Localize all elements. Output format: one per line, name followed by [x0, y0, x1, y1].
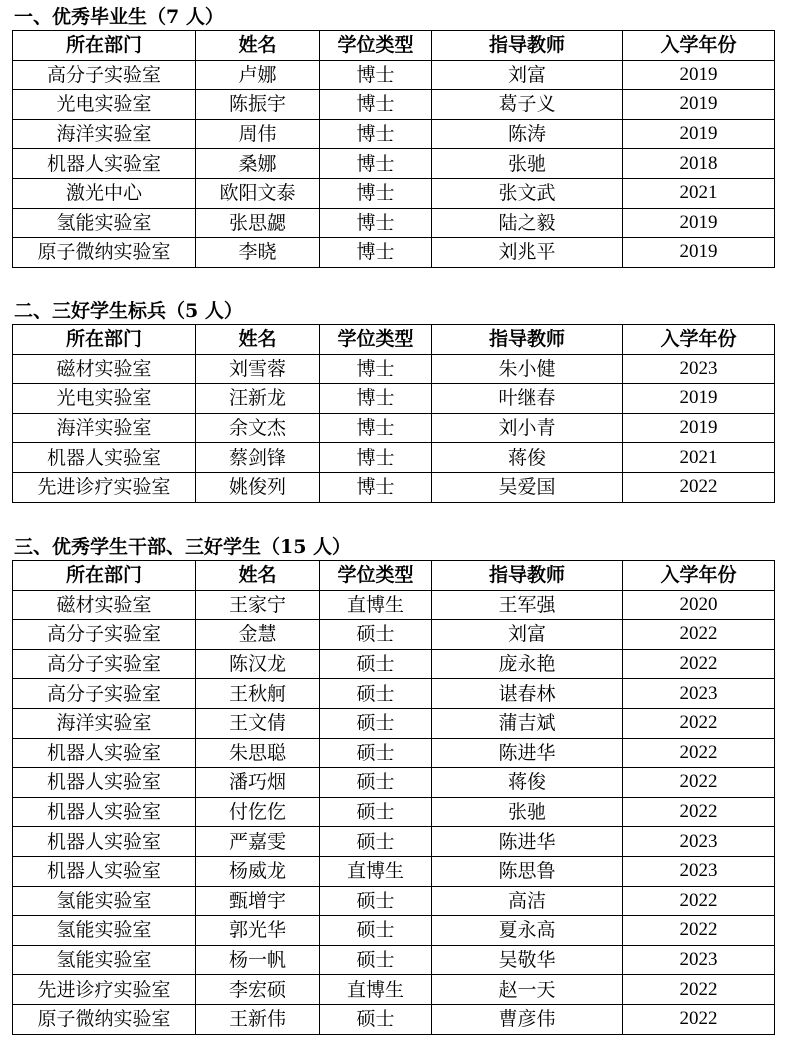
degree-cell: 博士 [320, 90, 432, 120]
advisor-cell: 陈进华 [432, 827, 623, 857]
header-degree: 学位类型 [320, 31, 432, 61]
table-row [13, 649, 775, 679]
table-row [13, 886, 775, 916]
department-cell: 氢能实验室 [13, 886, 196, 916]
department-cell: 氢能实验室 [13, 945, 196, 975]
table-row [13, 149, 775, 179]
degree-cell: 博士 [320, 413, 432, 443]
section-cadres-and-merit-students [12, 534, 774, 1035]
year-cell: 2022 [623, 649, 775, 679]
department-cell: 原子微纳实验室 [13, 238, 196, 268]
name-cell: 张思勰 [196, 208, 320, 238]
department-cell: 原子微纳实验室 [13, 1004, 196, 1034]
name-cell: 余文杰 [196, 413, 320, 443]
name-cell: 付仡仡 [196, 797, 320, 827]
section-title: 二、三好学生标兵（5 人） [14, 300, 243, 322]
degree-cell: 硕士 [320, 886, 432, 916]
table-row [13, 60, 775, 90]
table-row [13, 945, 775, 975]
year-cell: 2023 [623, 856, 775, 886]
advisor-cell: 张文武 [432, 178, 623, 208]
degree-cell: 硕士 [320, 1004, 432, 1034]
section-model-students [12, 298, 774, 503]
department-cell: 高分子实验室 [13, 679, 196, 709]
name-cell: 杨威龙 [196, 856, 320, 886]
year-cell: 2023 [623, 827, 775, 857]
table-row [13, 472, 775, 502]
year-cell: 2019 [623, 90, 775, 120]
name-cell: 王文倩 [196, 708, 320, 738]
header-advisor: 指导教师 [432, 561, 623, 591]
year-cell: 2019 [623, 119, 775, 149]
department-cell: 磁材实验室 [13, 354, 196, 384]
name-cell: 王新伟 [196, 1004, 320, 1034]
student-table [12, 560, 775, 1035]
department-cell: 先进诊疗实验室 [13, 975, 196, 1005]
table-row [13, 738, 775, 768]
degree-cell: 博士 [320, 238, 432, 268]
department-cell: 激光中心 [13, 178, 196, 208]
advisor-cell: 陈进华 [432, 738, 623, 768]
name-cell: 王家宁 [196, 590, 320, 620]
advisor-cell: 刘富 [432, 620, 623, 650]
degree-cell: 硕士 [320, 649, 432, 679]
degree-cell: 直博生 [320, 590, 432, 620]
name-cell: 李晓 [196, 238, 320, 268]
table-row [13, 827, 775, 857]
degree-cell: 直博生 [320, 975, 432, 1005]
advisor-cell: 王军强 [432, 590, 623, 620]
name-cell: 卢娜 [196, 60, 320, 90]
degree-cell: 博士 [320, 60, 432, 90]
department-cell: 机器人实验室 [13, 856, 196, 886]
year-cell: 2022 [623, 738, 775, 768]
advisor-cell: 叶继春 [432, 384, 623, 414]
degree-cell: 硕士 [320, 916, 432, 946]
advisor-cell: 吴爱国 [432, 472, 623, 502]
name-cell: 欧阳文泰 [196, 178, 320, 208]
table-row [13, 975, 775, 1005]
header-year: 入学年份 [623, 561, 775, 591]
degree-cell: 博士 [320, 119, 432, 149]
header-advisor: 指导教师 [432, 325, 623, 355]
degree-cell: 硕士 [320, 827, 432, 857]
advisor-cell: 葛子义 [432, 90, 623, 120]
advisor-cell: 刘富 [432, 60, 623, 90]
department-cell: 机器人实验室 [13, 768, 196, 798]
name-cell: 杨一帆 [196, 945, 320, 975]
table-row [13, 238, 775, 268]
year-cell: 2019 [623, 60, 775, 90]
table-row [13, 620, 775, 650]
header-department: 所在部门 [13, 561, 196, 591]
student-table [12, 30, 775, 268]
table-row [13, 119, 775, 149]
name-cell: 姚俊列 [196, 472, 320, 502]
degree-cell: 硕士 [320, 797, 432, 827]
advisor-cell: 夏永高 [432, 916, 623, 946]
table-row [13, 208, 775, 238]
table-row [13, 1004, 775, 1034]
header-row [13, 325, 775, 355]
advisor-cell: 吴敬华 [432, 945, 623, 975]
name-cell: 潘巧烟 [196, 768, 320, 798]
department-cell: 机器人实验室 [13, 149, 196, 179]
department-cell: 高分子实验室 [13, 60, 196, 90]
department-cell: 机器人实验室 [13, 443, 196, 473]
year-cell: 2022 [623, 886, 775, 916]
degree-cell: 硕士 [320, 738, 432, 768]
advisor-cell: 赵一天 [432, 975, 623, 1005]
department-cell: 高分子实验室 [13, 649, 196, 679]
name-cell: 王秋舸 [196, 679, 320, 709]
advisor-cell: 蒲吉斌 [432, 708, 623, 738]
table-row [13, 916, 775, 946]
year-cell: 2018 [623, 149, 775, 179]
advisor-cell: 陈思鲁 [432, 856, 623, 886]
name-cell: 甄增宇 [196, 886, 320, 916]
department-cell: 海洋实验室 [13, 119, 196, 149]
name-cell: 周伟 [196, 119, 320, 149]
header-advisor: 指导教师 [432, 31, 623, 61]
advisor-cell: 庞永艳 [432, 649, 623, 679]
name-cell: 陈振宇 [196, 90, 320, 120]
year-cell: 2023 [623, 679, 775, 709]
advisor-cell: 张驰 [432, 797, 623, 827]
advisor-cell: 曹彦伟 [432, 1004, 623, 1034]
header-name: 姓名 [196, 31, 320, 61]
advisor-cell: 高洁 [432, 886, 623, 916]
degree-cell: 博士 [320, 443, 432, 473]
table-row [13, 354, 775, 384]
year-cell: 2022 [623, 768, 775, 798]
department-cell: 氢能实验室 [13, 916, 196, 946]
table-row [13, 384, 775, 414]
year-cell: 2019 [623, 384, 775, 414]
department-cell: 光电实验室 [13, 90, 196, 120]
section-outstanding-graduates [12, 4, 774, 268]
advisor-cell: 蒋俊 [432, 768, 623, 798]
degree-cell: 硕士 [320, 945, 432, 975]
name-cell: 汪新龙 [196, 384, 320, 414]
advisor-cell: 朱小健 [432, 354, 623, 384]
header-year: 入学年份 [623, 325, 775, 355]
header-row [13, 31, 775, 61]
year-cell: 2023 [623, 945, 775, 975]
advisor-cell: 刘小青 [432, 413, 623, 443]
department-cell: 机器人实验室 [13, 738, 196, 768]
year-cell: 2022 [623, 797, 775, 827]
department-cell: 机器人实验室 [13, 827, 196, 857]
department-cell: 磁材实验室 [13, 590, 196, 620]
department-cell: 海洋实验室 [13, 708, 196, 738]
section-title: 一、优秀毕业生（7 人） [14, 6, 224, 28]
year-cell: 2019 [623, 238, 775, 268]
degree-cell: 博士 [320, 178, 432, 208]
degree-cell: 博士 [320, 149, 432, 179]
name-cell: 蔡剑锋 [196, 443, 320, 473]
year-cell: 2019 [623, 208, 775, 238]
name-cell: 朱思聪 [196, 738, 320, 768]
department-cell: 海洋实验室 [13, 413, 196, 443]
degree-cell: 硕士 [320, 620, 432, 650]
advisor-cell: 谌春林 [432, 679, 623, 709]
department-cell: 高分子实验室 [13, 620, 196, 650]
name-cell: 李宏硕 [196, 975, 320, 1005]
degree-cell: 硕士 [320, 708, 432, 738]
table-row [13, 768, 775, 798]
name-cell: 陈汉龙 [196, 649, 320, 679]
header-row [13, 561, 775, 591]
student-table [12, 324, 775, 503]
name-cell: 郭光华 [196, 916, 320, 946]
year-cell: 2023 [623, 354, 775, 384]
header-department: 所在部门 [13, 325, 196, 355]
department-cell: 氢能实验室 [13, 208, 196, 238]
header-year: 入学年份 [623, 31, 775, 61]
name-cell: 严嘉雯 [196, 827, 320, 857]
advisor-cell: 陆之毅 [432, 208, 623, 238]
table-row [13, 90, 775, 120]
degree-cell: 博士 [320, 208, 432, 238]
header-name: 姓名 [196, 325, 320, 355]
name-cell: 金慧 [196, 620, 320, 650]
degree-cell: 直博生 [320, 856, 432, 886]
year-cell: 2020 [623, 590, 775, 620]
advisor-cell: 张驰 [432, 149, 623, 179]
department-cell: 机器人实验室 [13, 797, 196, 827]
table-row [13, 708, 775, 738]
degree-cell: 硕士 [320, 768, 432, 798]
advisor-cell: 蒋俊 [432, 443, 623, 473]
table-row [13, 443, 775, 473]
year-cell: 2021 [623, 443, 775, 473]
advisor-cell: 刘兆平 [432, 238, 623, 268]
name-cell: 刘雪蓉 [196, 354, 320, 384]
year-cell: 2022 [623, 472, 775, 502]
department-cell: 先进诊疗实验室 [13, 472, 196, 502]
year-cell: 2022 [623, 620, 775, 650]
year-cell: 2022 [623, 1004, 775, 1034]
year-cell: 2022 [623, 975, 775, 1005]
table-row [13, 797, 775, 827]
name-cell: 桑娜 [196, 149, 320, 179]
degree-cell: 博士 [320, 472, 432, 502]
year-cell: 2022 [623, 708, 775, 738]
header-degree: 学位类型 [320, 325, 432, 355]
degree-cell: 硕士 [320, 679, 432, 709]
table-row [13, 590, 775, 620]
header-degree: 学位类型 [320, 561, 432, 591]
table-row [13, 679, 775, 709]
department-cell: 光电实验室 [13, 384, 196, 414]
table-row [13, 856, 775, 886]
header-department: 所在部门 [13, 31, 196, 61]
advisor-cell: 陈涛 [432, 119, 623, 149]
year-cell: 2021 [623, 178, 775, 208]
header-name: 姓名 [196, 561, 320, 591]
year-cell: 2022 [623, 916, 775, 946]
table-row [13, 178, 775, 208]
section-title: 三、优秀学生干部、三好学生（15 人） [14, 536, 352, 558]
degree-cell: 博士 [320, 384, 432, 414]
year-cell: 2019 [623, 413, 775, 443]
degree-cell: 博士 [320, 354, 432, 384]
table-row [13, 413, 775, 443]
